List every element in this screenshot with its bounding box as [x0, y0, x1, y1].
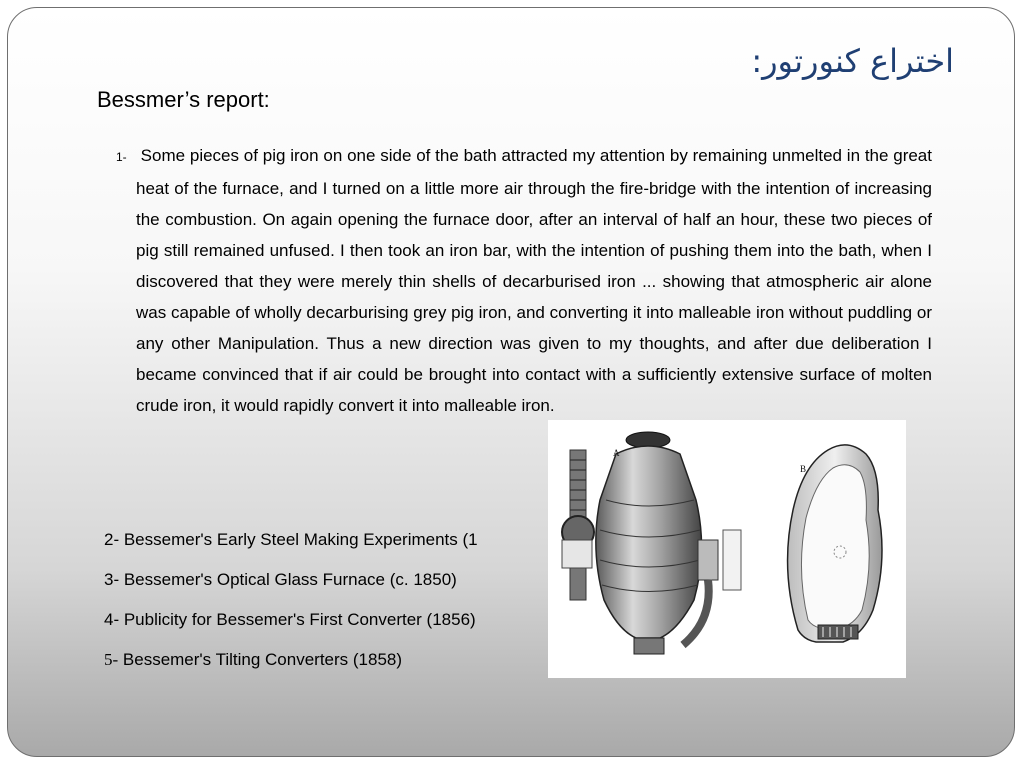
item-number: 2-: [104, 530, 120, 549]
list-item: [104, 570, 457, 590]
item-text: Bessemer's Early Steel Making Experiments (1: [119, 530, 478, 549]
list-item: [104, 530, 478, 550]
report-paragraph: [116, 140, 932, 421]
item-number: 5-: [104, 650, 119, 669]
item-number: 3-: [104, 570, 120, 589]
report-heading: Bessmer’s report:: [97, 87, 270, 112]
item-text: Publicity for Bessemer's First Converter (1856): [119, 610, 476, 629]
item-text: Bessemer's Optical Glass Furnace (c. 1850): [119, 570, 457, 589]
item-text: Bessemer's Tilting Converters (1858): [118, 650, 403, 669]
item-number: 1-: [116, 150, 127, 164]
figure-label-a: A: [613, 448, 620, 458]
converter-illustration: [548, 420, 906, 678]
slide: [7, 7, 1015, 757]
bessemer-converter-drawing: [548, 420, 906, 678]
item-number: 4-: [104, 610, 120, 629]
list-item: [104, 650, 402, 670]
slide-title: اختراع کنورتور:: [751, 42, 954, 80]
report-text: Some pieces of pig iron on one side of the bath attracted my attention by remaining unmelted in the great heat of the furnace, and I turned on a little more air through the fire-bridge with the intention of increasing the combustion. On again opening the furnace door, after an interval of half an hour, these two pieces of pig still remained unfused. I then took an iron bar, with the intention of pushing them into the bath, when I discovered that they were merely thin shells of decarburised iron ... showing that atmospheric air alone was capable of wholly decarburising grey pig iron, and converting it into malleable iron without puddling or any other Manipulation. Thus a new direction was given to my thoughts, and after due deliberation I became convinced that if air could be brought into contact with a sufficiently extensive surface of molten crude iron, it would rapidly convert it into malleable iron.: [136, 146, 932, 415]
figure-label-b: B: [800, 464, 807, 474]
list-item: [104, 610, 476, 630]
